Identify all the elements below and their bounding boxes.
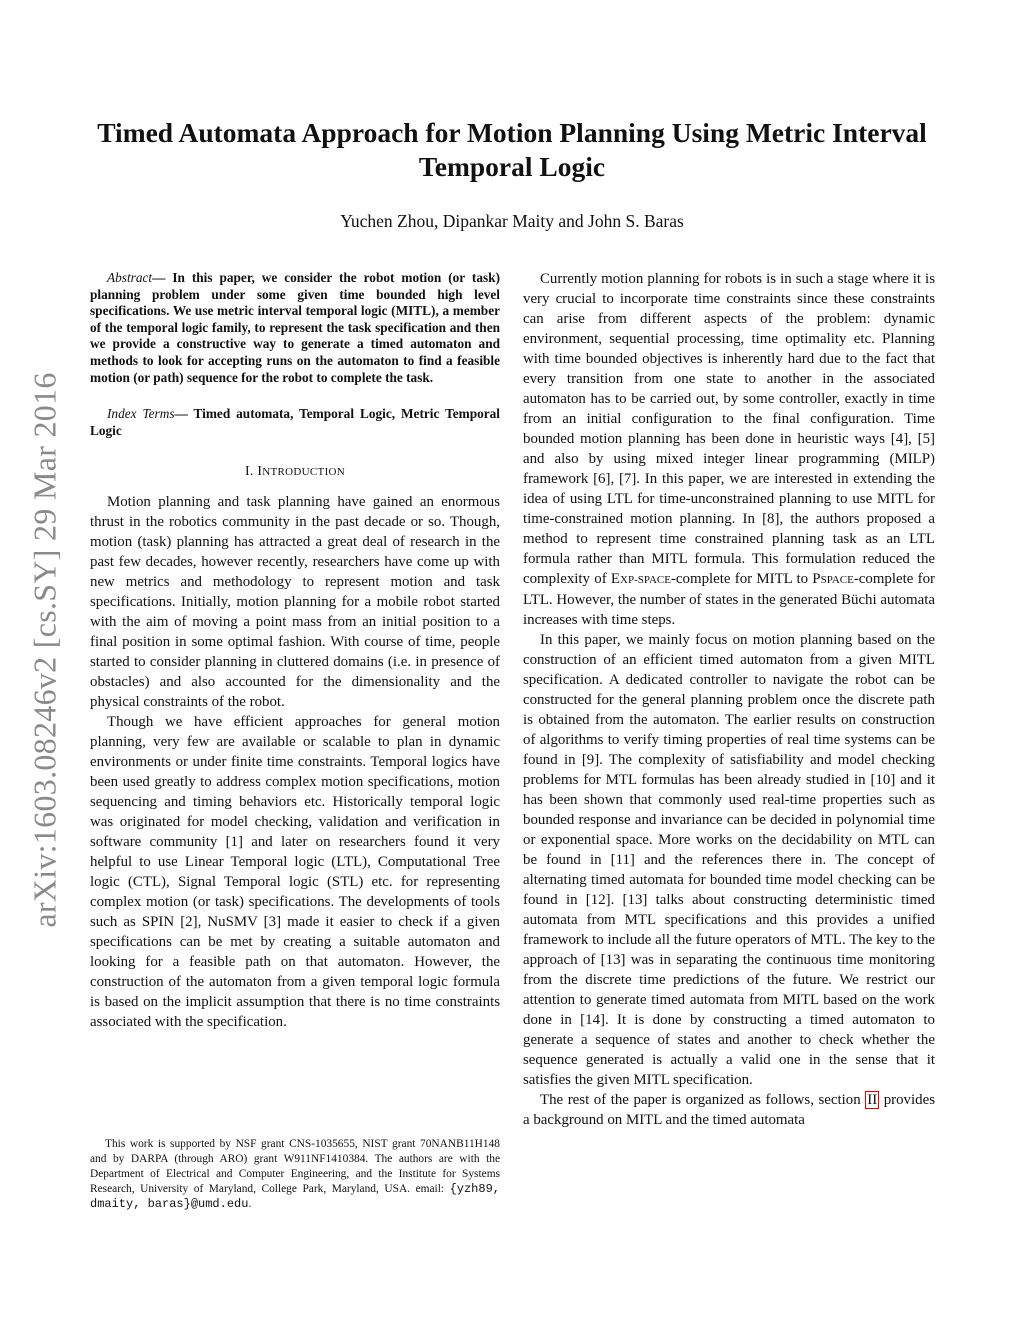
abstract-text: — In this paper, we consider the robot motion (or task) planning problem under some given time bounded high level specifications. We use metric interval temporal logic (MITL), a member of the temporal logic family, to represent the task specification and then we provide a constructive way to generate a timed automaton and methods to look for accepting runs on the automaton to find a feasible motion (or path) sequence for the robot to complete the task. — [90, 270, 500, 385]
email-address: {yzh89, dmaity, baras}@umd.edu — [90, 1182, 500, 1211]
paragraph: Though we have efficient approaches for general motion planning, very few are available or scalable to plan in dynamic environments or under finite time constraints. Temporal logics have been used greatly to address complex motion specifications, motion sequencing and timing behaviors etc. Historically temporal logic was originated for model checking, validation and verification in software community [1] and later on researchers found it very helpful to use Linear Temporal logic (LTL), Computational Tree logic (CTL), Signal Temporal logic (STL) etc. for representing complex motion (or task) specifications. The developments of tools such as SPIN [2], NuSMV [3] made it easier to check if a given specifications can be met by creating a suitable automaton and looking for a feasible path on that automaton. However, the construction of the automaton from a given temporal logic formula is based on the implicit assumption that there is no time constraints associated with the specification. — [90, 714, 500, 1031]
paper-title: Timed Automata Approach for Motion Planning Using Metric Interval Temporal Logic — [97, 117, 927, 182]
index-terms — [90, 406, 500, 439]
introduction-body — [90, 492, 500, 1032]
paragraph: The rest of the paper is organized as follows, section II provides a background on MITL and the timed automata — [523, 1092, 935, 1128]
author-list: Yuchen Zhou, Dipankar Maity and John S. Baras — [340, 211, 684, 231]
arxiv-stamp-text: arXiv:1603.08246v2 [cs.SY] 29 Mar 2016 — [26, 372, 63, 928]
abstract-label: Abstract — [107, 270, 153, 285]
section-heading-introduction: I. INTRODUCTION — [244, 463, 346, 479]
paragraph: Motion planning and task planning have gained an enormous thrust in the robotics community in the past decade or so. Though, motion (task) planning has attracted a great deal of research in the past few decades, however recently, researchers have come up with new metrics and methodology to represent motion and task specifications. Initially, motion planning for a mobile robot started with the aim of moving a point mass from an initial position to a final position in some optimal fashion. With course of time, people started to consider planning in cluttered domains (i.e. in presence of obstacles) and also accounted for the dimensionality and the physical constraints of the robot. — [90, 494, 500, 711]
index-terms-label: Index Terms — [107, 406, 175, 422]
arxiv-stamp — [20, 350, 70, 950]
paragraph: Currently motion planning for robots is in such a stage where it is very crucial to incorporate time constraints since these constraints can arise from different aspects of the problem: dynamic environment, sequential processing, time optimality etc. Planning with time bounded objectives is inherently hard due to the fact that every transition from one state to another in the associated automaton has to be carried out, by some controller, exactly in time from an initial configuration to the final configuration. Time bounded motion planning has been done in heuristic ways [4], [5] and also by using mixed integer linear programming (MILP) framework [6], [7]. In this paper, we are interested in extending the idea of using LTL for time-unconstrained planning to use MITL for time-constrained motion planning. In [8], the authors proposed a method to represent time constrained planning task as an LTL formula rather than MITL formula. This formulation reduced the complexity of EXP-SPACE-complete for MITL to PSPACE-complete for LTL. However, the number of states in the generated Büchi automata increases with time steps. — [523, 271, 935, 628]
paragraph: In this paper, we mainly focus on motion planning based on the construction of an efficient timed automaton from a given MITL specification. A dedicated controller to navigate the robot can be constructed for the general planning problem once the discrete path is obtained from the automaton. The earlier results on construction of algorithms to verify timing properties of real time systems can be found in [9]. The complexity of satisfiability and model checking problems for MTL formulas has been already studied in [10] and it has been shown that commonly used real-time properties such as bounded response and invariance can be decided in polynomial time or exponential space. More works on the decidability on MTL can be found in [11] and the references there in. The concept of alternating timed automata for bounded time model checking can be found in [12]. [13] talks about constructing deterministic timed automata from MTL specifications and this provides a unified framework to include all the future operators of MTL. The key to the approach of [13] was in separating the continuous time monitoring from the discrete time predictions of the future. We restrict our attention to generate timed automata from MITL based on the work done in [14]. It is done by constructing a timed automaton to generate a sequence of states and another to check whether the sequence generated is actually a valid one in the sense that it satisfies the given MITL specification. — [523, 632, 935, 1088]
left-column — [90, 270, 500, 1032]
section-ref-link[interactable]: II — [867, 1092, 878, 1108]
abstract — [90, 270, 500, 386]
index-terms-text: — Timed automata, Temporal Logic, Metric Temporal Logic — [90, 406, 500, 438]
footnote: This work is supported by NSF grant CNS-1035655, NIST grant 70NANB11H148 and by DARPA (through ARO) grant W911NF1410384. The authors are with the Department of Electrical and Computer Engineering, and the Institute for Systems Research, University of Maryland, College Park, Maryland, USA. email: {yzh89, dmaity, baras}@umd.edu. — [90, 1138, 500, 1211]
right-column — [523, 269, 935, 1130]
